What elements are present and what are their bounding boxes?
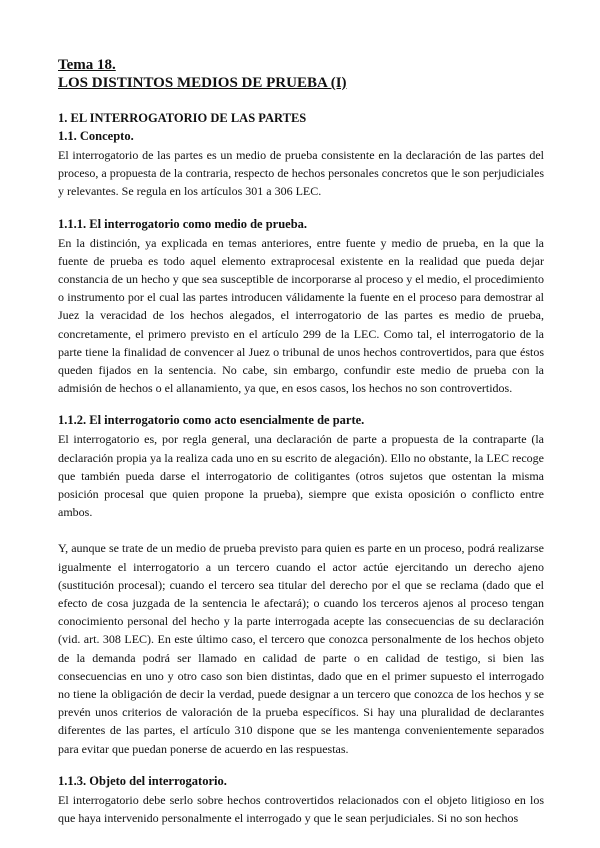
section-1-1-3-heading: 1.1.3. Objeto del interrogatorio. [58,773,227,788]
section-1-heading: 1. EL INTERROGATORIO DE LAS PARTES [58,111,307,125]
section-1-1-paragraph: El interrogatorio de las partes es un medio de prueba consistente en la declaración de las partes del proceso, a propuesta de la contraria, respecto de hechos personales concretos que le son perjudiciales y relevantes. Se regula en los artículos 301 a 306 LEC. [58,148,544,199]
section-1-1-1-heading: 1.1.1. El interrogatorio como medio de prueba. [58,216,308,231]
document-page [58,56,544,827]
section-1-1-1-paragraph: En la distinción, ya explicada en temas anteriores, entre fuente y medio de prueba, en la que la fuente de prueba es todo aquel elemento extraprocesal existente en la realidad que pueda dejar constancia de un hecho y que sea susceptible de incorporarse al proceso y el medio, el procedimiento o instrumento por el cual las partes introducen válidamente la fuente en el proceso para demostrar al Juez la veracidad de los hechos alegados, el interrogatorio de las partes es medio de prueba, concretamente, el primero previsto en el artículo 299 de la LEC. Como tal, el interrogatorio de la parte tiene la finalidad de convencer al Juez o tribunal de unos hechos controvertidos, para que éstos queden fijados en la sentencia. No cabe, sin embargo, confundir este medio de prueba con la admisión de hechos o el allanamiento, ya que, en esos casos, los hechos no son controvertidos. [58,235,544,396]
section-1-1-2-heading: 1.1.2. El interrogatorio como acto esencialmente de parte. [58,413,365,428]
tema-subtitle: LOS DISTINTOS MEDIOS DE PRUEBA (I) [58,75,347,91]
tema-title: Tema 18. [58,57,116,73]
section-1-1-3-paragraph: El interrogatorio debe serlo sobre hechos controvertidos relacionados con el objeto litigioso en los que haya intervenido personalmente el interrogado y que le sean perjudiciales. Si no son hechos [58,792,544,826]
section-1-1-heading: 1.1. Concepto. [58,129,134,143]
section-1-1-2-paragraph-1: El interrogatorio es, por regla general, una declaración de parte a propuesta de la contraparte (la declaración propia ya la realiza cada uno en su escrito de alegación). Ello no obstante, la LEC recoge que también pueda darse el interrogatorio de colitigantes (otros sujetos que ostentan la misma posición procesal que quien propone la prueba), siempre que exista oposición o conflicto entre ambos. [58,432,544,520]
section-1-1-2-paragraph-2: Y, aunque se trate de un medio de prueba previsto para quien es parte en un proceso, podrá realizarse igualmente el interrogatorio a un tercero cuando el actor actúe ejercitando un derecho ajeno (sustitución procesal); cuando el tercero sea titular del derecho por el que se reclama (dado que el efecto de cosa juzgada de la sentencia le afectará); o cuando los terceros ajenos al proceso tengan conocimiento personal del hecho y la parte interrogada acepte las consecuencias de su declaración (vid. art. 308 LEC). En este último caso, el tercero que conozca personalmente de los hechos objeto de la demanda podrá ser llamado en calidad de parte o en calidad de testigo, si bien las consecuencias en uno y otro caso son bien distintas, dado que en el primer supuesto el interrogado no tiene la obligación de decir la verdad, puede designar a un tercero que conozca de los hechos y se prevén unos criterios de valoración de la prueba específicos. Si hay una pluralidad de declarantes diferentes de las partes, el artículo 310 dispone que se les mantenga convenientemente separados para evitar que puedan ponerse de acuerdo en las respuestas. [58,541,544,756]
